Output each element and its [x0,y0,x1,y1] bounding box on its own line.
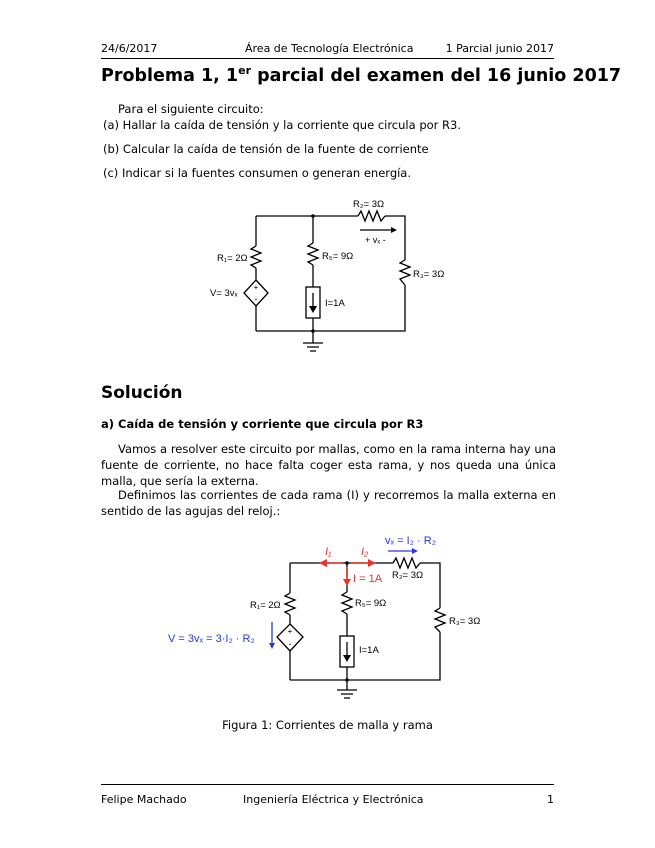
svg-text:+: + [253,283,259,292]
problem-intro: Para el siguiente circuito: [118,102,264,116]
c2-v-equation: V = 3vₓ = 3·I₂ · R₂ [168,633,255,645]
c1-vx-label: + vₓ - [365,235,386,245]
problem-item-c: (c) Indicar si la fuentes consumen o generan energía. [103,166,412,180]
c2-isource-label: I=1A [359,645,379,656]
solution-paragraph-1: Vamos a resolver este circuito por mallas, como en la rama interna hay una fuente de corriente, no hace falta coger esta rama, y nos queda una única malla, que sería la externa. [101,442,556,488]
footer-author: Felipe Machado [101,793,187,806]
c2-i2-label: I₂ [361,546,369,558]
solution-paragraph-2: Definimos las corrientes de cada rama (I) y recorremos la malla externa en sentido de las agujas del reloj.: [101,488,556,518]
c2-r3-label: R₃= 3Ω [449,616,481,627]
c1-vsource-label: V= 3vₓ [210,288,238,299]
figure-caption: Figura 1: Corrientes de malla y rama [222,718,433,732]
c1-r2-label: R₂= 3Ω [353,199,385,210]
header-right: 1 Parcial junio 2017 [445,42,554,55]
solution-subheading: a) Caída de tensión y corriente que circula por R3 [101,417,424,431]
problem-item-b: (b) Calcular la caída de tensión de la fuente de corriente [103,142,429,156]
solution-heading: Solución [101,383,183,403]
c1-isource-label: I=1A [325,298,345,309]
c1-r1-label: R₁= 2Ω [217,253,248,264]
svg-text:+: + [287,627,293,636]
footer-center: Ingeniería Eléctrica y Electrónica [243,793,424,806]
c2-i1-label: I₁ [325,546,332,558]
footer-page-number: 1 [547,793,554,806]
c2-vx-equation: vₓ = I₂ · R₂ [385,535,436,547]
header-center: Área de Tecnología Electrónica [245,42,414,55]
page-title: Problema 1, 1er parcial del examen del 16 junio 2017 [101,64,622,86]
header-date: 24/6/2017 [101,42,158,55]
c1-r3-label: R₃= 3Ω [413,269,445,280]
c2-r2-label: R₂= 3Ω [392,570,424,581]
svg-text:-: - [288,639,292,649]
svg-text:-: - [254,294,258,304]
c2-r1-label: R₁= 2Ω [250,600,281,611]
c2-r5-label: R₅= 9Ω [355,598,387,609]
problem-item-a: (a) Hallar la caída de tensión y la corriente que circula por R3. [103,118,461,132]
c2-i-equation: I = 1A [353,573,383,585]
c1-r5-label: R₅= 9Ω [322,251,354,262]
page-footer [101,784,554,811]
